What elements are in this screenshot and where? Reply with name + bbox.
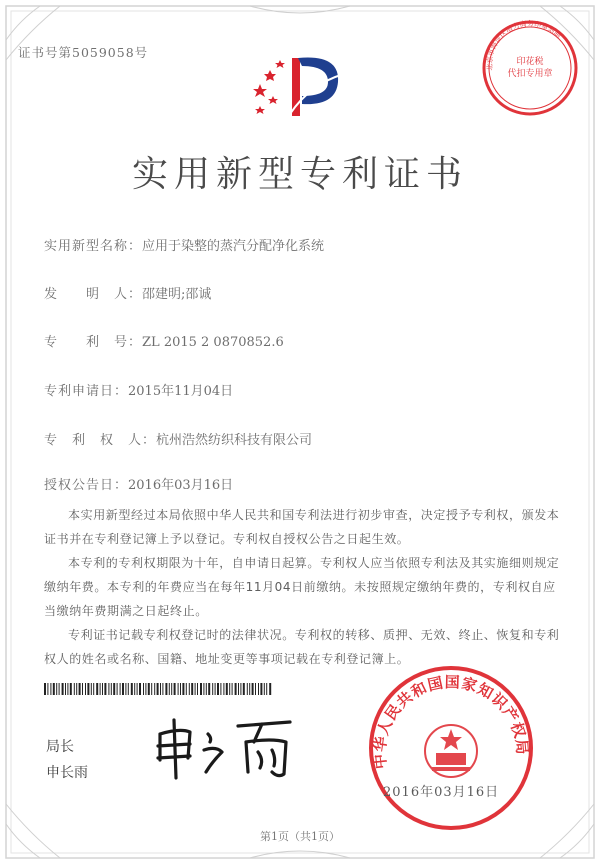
barcode-bar: [79, 683, 81, 695]
barcode-bar: [151, 683, 152, 695]
barcode-bar: [154, 683, 155, 695]
field-label: 专 利 权 人：: [44, 433, 157, 448]
seal-text: 中华人民共和国国家知识产权局: [370, 673, 532, 770]
barcode-bar: [76, 683, 77, 695]
barcode-bar: [197, 683, 198, 695]
barcode-bar: [238, 683, 239, 695]
barcode-bar: [111, 683, 112, 695]
barcode-bar: [191, 683, 193, 695]
tax-stamp-seal: [478, 16, 582, 120]
barcode-bar: [104, 683, 106, 695]
barcode-bar: [206, 683, 207, 695]
field-label: 专 利 号：: [44, 335, 143, 350]
barcode-bar: [174, 683, 176, 695]
svg-text:北京市海淀区增力商务印章刻制: 北京市海淀区增力商务印章刻制: [485, 19, 563, 71]
field-value: 2016年03月16日: [128, 478, 234, 493]
field-label: 授权公告日：: [44, 478, 129, 493]
barcode-bar: [82, 683, 83, 695]
barcode-bar: [50, 683, 51, 695]
field-value: 邵建明;邵诚: [142, 287, 212, 302]
body-paragraph: 本专利的专利权期限为十年，自申请日起算。专利权人应当依照专利法及其实施细则规定缴纳年费。本专利的年费应当在每年11月04日前缴纳。未按照规定缴纳年费的，专利权自应当缴纳年费期满之日起终止。: [44, 556, 560, 618]
field-label: 专利申请日：: [44, 384, 129, 399]
barcode-bar: [128, 683, 129, 695]
barcode-bar: [215, 683, 216, 695]
barcode-bar: [145, 683, 146, 695]
barcode-bar: [212, 683, 213, 695]
barcode-bar: [100, 683, 101, 695]
barcode-bar: [53, 683, 55, 695]
barcode-bar: [208, 683, 210, 695]
barcode-bar: [162, 683, 163, 695]
barcode-bar: [217, 683, 219, 695]
barcode-bar: [47, 683, 48, 695]
barcode-bar: [70, 683, 72, 695]
barcode-bar: [96, 683, 98, 695]
barcode-bar: [59, 683, 60, 695]
barcode-bar: [65, 683, 66, 695]
barcode-bar: [160, 683, 161, 695]
barcode-bar: [120, 683, 121, 695]
director-title: 局长: [46, 739, 74, 755]
barcode-bar: [269, 683, 271, 695]
barcode-bar: [243, 683, 245, 695]
director-signature: [150, 712, 300, 782]
barcode-bar: [125, 683, 126, 695]
barcode-bar: [143, 683, 144, 695]
barcode-bar: [56, 683, 57, 695]
barcode-bar: [148, 683, 150, 695]
barcode-bar: [240, 683, 241, 695]
field-utility-model-name: [44, 235, 324, 254]
patent-office-logo: [240, 44, 355, 124]
barcode-bar: [85, 683, 86, 695]
barcode-bar: [232, 683, 233, 695]
barcode-bar: [157, 683, 159, 695]
barcode-bar: [260, 683, 262, 695]
certificate-number: 证书号第5059058号: [18, 45, 149, 60]
field-application-date: [44, 380, 233, 399]
barcode-bar: [255, 683, 256, 695]
field-patentee: [44, 429, 312, 448]
svg-text:代扣专用章: 代扣专用章: [507, 69, 553, 79]
barcode-bar: [195, 683, 196, 695]
barcode-bar: [137, 683, 138, 695]
page-number: 第1页（共1页）: [260, 830, 340, 843]
barcode-bar: [223, 683, 224, 695]
national-ip-office-seal: [366, 663, 536, 833]
barcode-bar: [182, 683, 184, 695]
barcode-bar: [258, 683, 259, 695]
barcode-bar: [117, 683, 118, 695]
seal-date: 2016年03月16日: [383, 785, 500, 800]
barcode-bar: [44, 683, 46, 695]
barcode-bar: [169, 683, 170, 695]
barcode-bar: [264, 683, 265, 695]
barcode-bar: [87, 683, 89, 695]
field-value: ZL 2015 2 0870852.6: [142, 335, 284, 350]
barcode-bar: [186, 683, 187, 695]
director-name: 申长雨: [46, 765, 88, 781]
barcode-bar: [93, 683, 94, 695]
barcode-bar: [180, 683, 181, 695]
barcode-bar: [171, 683, 172, 695]
barcode-bar: [203, 683, 204, 695]
svg-text:印花税: 印花税: [516, 57, 544, 67]
barcode-bar: [220, 683, 221, 695]
barcode-bar: [235, 683, 237, 695]
barcode-bar: [62, 683, 64, 695]
barcode-bar: [122, 683, 124, 695]
certificate-title: 实用新型专利证书: [131, 154, 468, 195]
field-value: 应用于染整的蒸汽分配净化系统: [142, 239, 325, 254]
barcode-bar: [67, 683, 68, 695]
barcode-bar: [266, 683, 267, 695]
barcode-bar: [189, 683, 190, 695]
barcode-bar: [131, 683, 133, 695]
barcode-bar: [226, 683, 228, 695]
field-label: 发 明 人：: [44, 287, 143, 302]
barcode-bar: [74, 683, 75, 695]
certificate-body: [44, 503, 564, 671]
barcode-bar: [108, 683, 109, 695]
barcode-bar: [91, 683, 92, 695]
barcode-bar: [139, 683, 141, 695]
barcode-bar: [252, 683, 254, 695]
field-value: 杭州浩然纺织科技有限公司: [156, 433, 313, 448]
field-inventor: [44, 283, 211, 302]
body-paragraph: 专利证书记载专利权登记时的法律状况。专利权的转移、质押、无效、终止、恢复和专利权人的姓名或名称、国籍、地址变更等事项记载在专利登记簿上。: [44, 628, 560, 666]
barcode-bar: [165, 683, 167, 695]
field-value: 2015年11月04日: [128, 384, 234, 399]
barcode-bar: [247, 683, 248, 695]
field-grant-date: [44, 474, 233, 493]
barcode-bar: [134, 683, 135, 695]
barcode-bar: [200, 683, 202, 695]
barcode-bar: [113, 683, 115, 695]
barcode-bar: [249, 683, 250, 695]
barcode-bar: [178, 683, 179, 695]
barcode: [44, 683, 274, 695]
barcode-bar: [102, 683, 103, 695]
barcode-bar: [229, 683, 230, 695]
field-patent-number: [44, 331, 284, 350]
body-paragraph: 本实用新型经过本局依照中华人民共和国专利法进行初步审查，决定授予专利权，颁发本证书并在专利登记簿上予以登记。专利权自授权公告之日起生效。: [44, 508, 560, 546]
field-label: 实用新型名称：: [44, 239, 143, 254]
